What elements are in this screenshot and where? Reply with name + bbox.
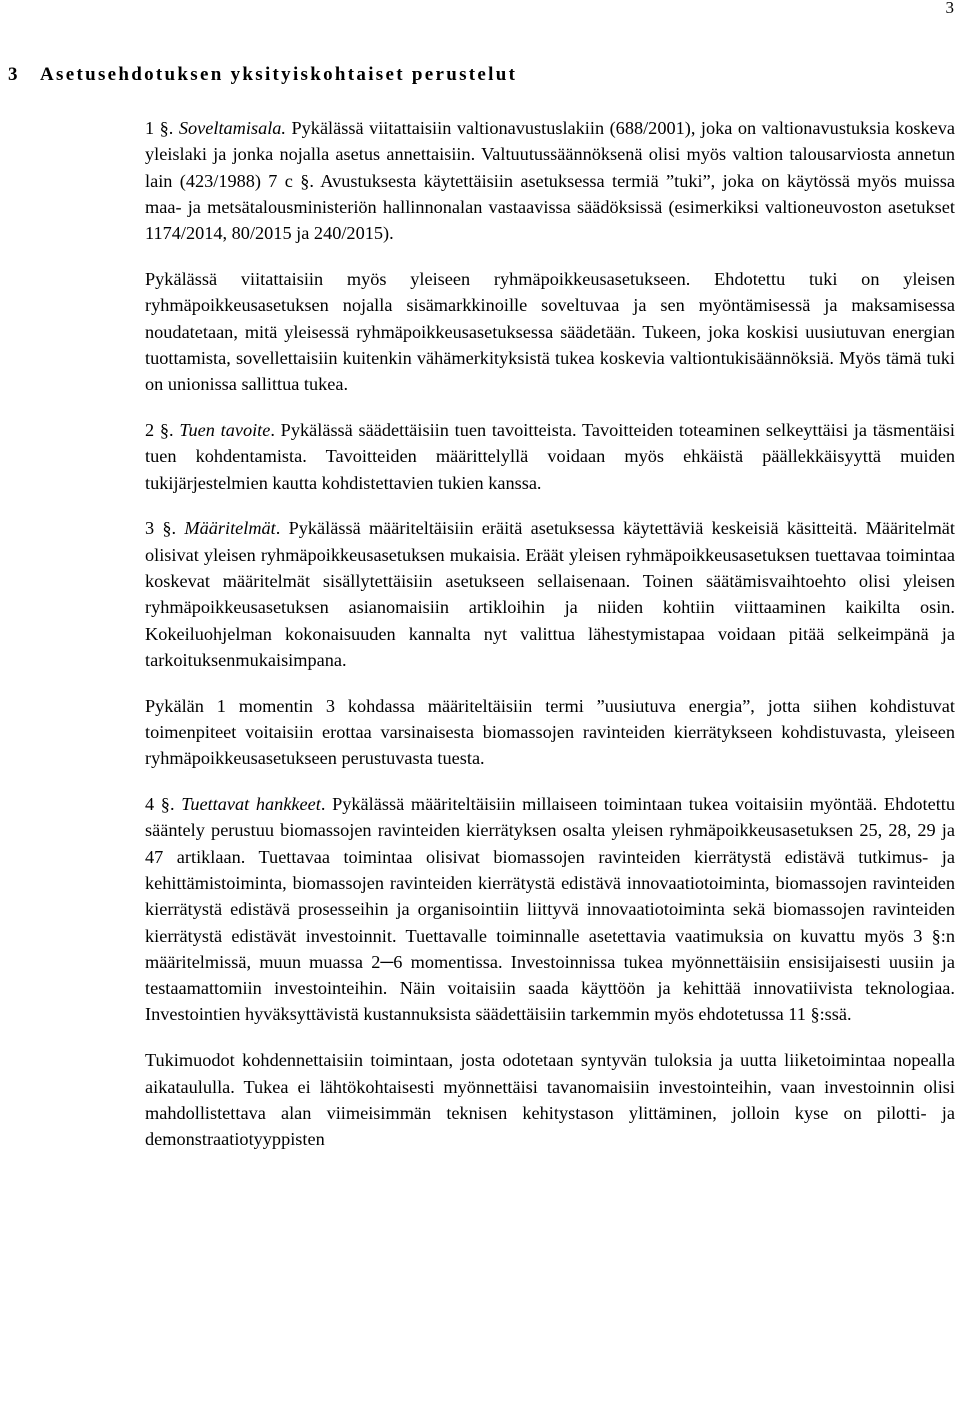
paragraph-title: Tuen tavoite bbox=[179, 419, 271, 440]
section-heading bbox=[8, 64, 517, 86]
paragraph-tuettavat-hankkeet bbox=[145, 791, 955, 1028]
paragraph-title: Tuettavat hankkeet bbox=[181, 794, 321, 815]
paragraph-tuen-tavoite bbox=[145, 417, 955, 496]
paragraph-maaritelmat bbox=[145, 515, 955, 673]
paragraph-tukimuodot bbox=[145, 1047, 955, 1152]
paragraph-title: Soveltamisala. bbox=[178, 118, 286, 138]
section-title: Asetusehdotuksen yksityiskohtaiset perustelut bbox=[40, 64, 518, 85]
section-ref: 3 §. bbox=[145, 518, 185, 539]
paragraph-text: . Pykälässä määriteltäisiin eräitä asetuksessa käytettäviä keskeisiä käsitteitä. Määritelmät olisivat yleisen ryhmäpoikkeusasetuksen mukaisia. Eräät yleisen ryhmäpoikkeusasetuksen tuettavaa toimintaa koskevat määritelmät sisällytettäisiin asetukseen sellaisenaan. Toinen säätämisvaihtoehto olisi yleisen ryhmäpoikkeusasetuksen asianomaisiin artikloihin ja niiden kohtiin viittaaminen kaikilta osin. Kokeiluohjelman kokonaisuuden kannalta nyt valittua lähestymistapaa voidaan pitää selkeimpänä ja tarkoituksenmukaisimpana. bbox=[145, 518, 955, 670]
paragraph-title: Määritelmät bbox=[184, 518, 276, 539]
section-ref: 2 §. bbox=[145, 419, 180, 440]
paragraph-text: Tukimuodot kohdennettaisiin toimintaan, josta odotetaan syntyvän tuloksia ja uutta liiketoimintaa nopealla aikataululla. Tukea ei lähtökohtaisesti myönnettäisi tavanomaisiin investointeihin, vaan investoinnin olisi mahdollistettava alan viimeisimmän teknisen kehitystason ylittäminen, jolloin kyse on pilotti- ja demonstraatiotyyppisten bbox=[145, 1050, 955, 1150]
paragraph-soveltamisala bbox=[145, 115, 955, 246]
section-ref: 4 §. bbox=[145, 794, 182, 815]
paragraph-text: Pykälässä viitattaisiin myös yleiseen ryhmäpoikkeusasetukseen. Ehdotettu tuki on yleisen ryhmäpoikkeusasetuksen nojalla sisämarkkinoille soveltuvaa ja sen myöntämisessä ja maksamisessa noudatetaan, mitä yleisessä ryhmäpoikkeusasetuksessa säädetään. Tukeen, joka koskisi uusiutuvan energian tuottamista, sovellettaisiin kuitenkin vähämerkityksistä tukea koskevia valtiontukisäännöksiä. Myös tämä tuki on unionissa sallittua tukea. bbox=[145, 268, 955, 395]
paragraph-uusiutuva-energia bbox=[145, 693, 955, 772]
paragraph-text: . Pykälässä säädettäisiin tuen tavoitteista. Tavoitteiden toteaminen selkeyttäisi ja täsmentäisi tuen kohdentamista. Tavoitteiden määrittelyllä voidaan myös ehkäistä päällekkäisyyttä muiden tukijärjestelmien kautta kohdistettavien tukien kanssa. bbox=[145, 419, 955, 493]
paragraph-text: Pykälässä viitattaisiin valtionavustuslakiin (688/2001), joka on valtionavustuksia koskeva yleislaki ja jonka nojalla asetus annettaisiin. Valtuutussäännöksenä olisi myös valtion talousarviosta annetun lain (423/1988) 7 c §. Avustuksesta käytettäisiin asetuksessa termiä ”tuki”, joka on käytössä myös muissa maa- ja metsätalousministeriön hallinnonalan vastaavissa säädöksissä (esimerkiksi valtioneuvoston asetukset 1174/2014, 80/2015 ja 240/2015). bbox=[145, 118, 956, 244]
paragraph-ryhmapoikkeus bbox=[145, 266, 955, 397]
page-number: 3 bbox=[945, 0, 954, 17]
section-number: 3 bbox=[8, 64, 18, 85]
paragraph-text: . Pykälässä määriteltäisiin millaiseen toimintaan tukea voitaisiin myöntää. Ehdotettu sääntely perustuu biomassojen ravinteiden kierrätyksen osalta yleisen ryhmäpoikkeusasetuksen 25, 28, 29 ja 47 artiklaan. Tuettavaa toimintaa olisivat biomassojen ravinteiden kierrätystä edistävä tutkimus- ja kehittämistoiminta, biomassojen ravinteiden kierrätystä edistävä innovaatiotoiminta, biomassojen ravinteiden kierrätystä edistävä prosesseihin ja organisointiin liittyvä innovaatiotoiminta sekä biomassojen ravinteiden kierrätystä edistävät investoinnit. Tuettavalle toiminnalle asetettavia vaatimuksia on kuvattu myös 3 §:n määritelmissä, muun muassa 2─6 momentissa. Investoinnissa tukea myönnettäisiin ensisijaisesti uusiin ja testaamattomiin investointeihin. Näin voitaisiin saada käyttöön ja kehittää innovatiivista teknologiaa. Investointien hyväksyttävistä kustannuksista säädettäisiin tarkemmin myös ehdotetussa 11 §:ssä. bbox=[145, 794, 955, 1025]
document-body bbox=[145, 115, 955, 1162]
paragraph-text: Pykälän 1 momentin 3 kohdassa määriteltäisiin termi ”uusiutuva energia”, jotta siihen kohdistuvat toimenpiteet voitaisiin erottaa varsinaisesta biomassojen ravinteiden kierrätykseen kohdistuvasta, yleiseen ryhmäpoikkeusasetukseen perustuvasta tuesta. bbox=[145, 695, 955, 769]
section-ref: 1 §. bbox=[145, 118, 179, 138]
